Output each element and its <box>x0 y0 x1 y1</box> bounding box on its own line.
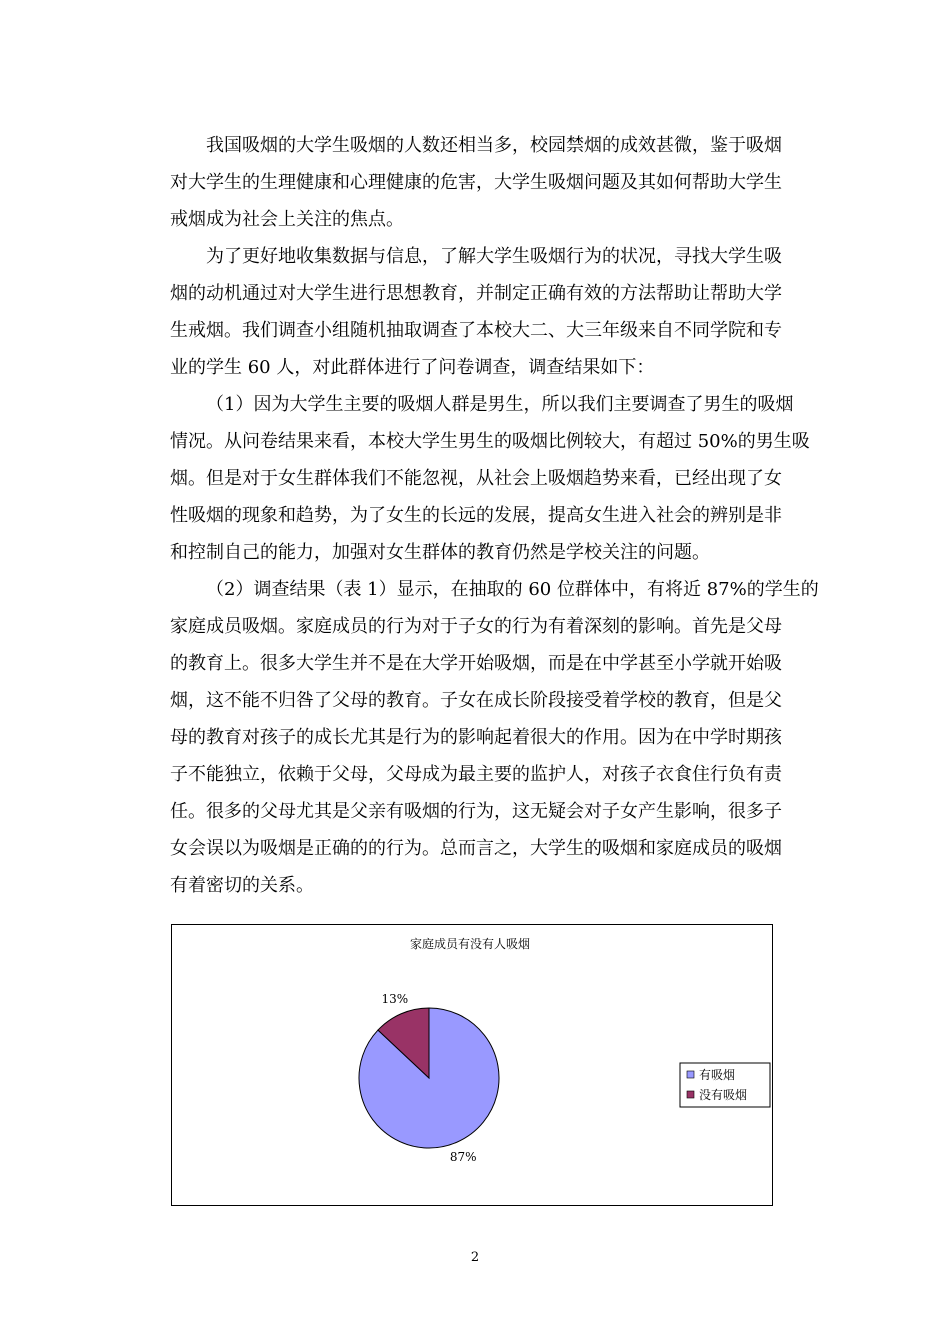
text-line: （2）调查结果（表 1）显示，在抽取的 60 位群体中，有将近 87%的学生的 <box>206 579 819 600</box>
text-line: 烟，这不能不归咎了父母的教育。子女在成长阶段接受着学校的教育，但是父 <box>170 690 782 711</box>
text-line: （1）因为大学生主要的吸烟人群是男生，所以我们主要调查了男生的吸烟 <box>206 394 794 415</box>
text-line: 女会误以为吸烟是正确的的行为。总而言之，大学生的吸烟和家庭成员的吸烟 <box>170 838 782 859</box>
paragraph-1 <box>170 127 830 238</box>
text-line: 烟的动机通过对大学生进行思想教育，并制定正确有效的方法帮助让帮助大学 <box>170 283 782 304</box>
chart-title: 家庭成员有没有人吸烟 <box>409 937 531 951</box>
text-line: 性吸烟的现象和趋势，为了女生的长远的发展，提高女生进入社会的辨别是非 <box>170 505 782 526</box>
text-line: 的教育上。很多大学生并不是在大学开始吸烟，而是在中学甚至小学就开始吸 <box>170 653 782 674</box>
pie-data-label: 13% <box>381 992 409 1007</box>
text-line: 和控制自己的能力，加强对女生群体的教育仍然是学校关注的问题。 <box>170 542 710 563</box>
legend-swatch <box>687 1091 694 1098</box>
chart-legend <box>680 1063 770 1107</box>
text-line: 生戒烟。我们调查小组随机抽取调查了本校大二、大三年级来自不同学院和专 <box>170 320 782 341</box>
paragraph-4 <box>170 571 830 904</box>
text-line: 任。很多的父母尤其是父亲有吸烟的行为，这无疑会对子女产生影响，很多子 <box>170 801 782 822</box>
pie-chart-svg <box>172 925 772 1205</box>
text-line: 业的学生 60 人，对此群体进行了问卷调查，调查结果如下： <box>170 357 655 378</box>
paragraph-2 <box>170 238 830 386</box>
text-line: 对大学生的生理健康和心理健康的危害，大学生吸烟问题及其如何帮助大学生 <box>170 172 782 193</box>
text-line: 为了更好地收集数据与信息，了解大学生吸烟行为的状况，寻找大学生吸 <box>206 246 782 267</box>
text-line: 情况。从问卷结果来看，本校大学生男生的吸烟比例较大，有超过 50%的男生吸 <box>170 431 810 452</box>
page-number: 2 <box>470 1250 480 1265</box>
text-line: 家庭成员吸烟。家庭成员的行为对于子女的行为有着深刻的影响。首先是父母 <box>170 616 782 637</box>
pie-chart <box>171 924 773 1206</box>
legend-label: 没有吸烟 <box>699 1088 748 1102</box>
text-line: 戒烟成为社会上关注的焦点。 <box>170 209 404 230</box>
legend-swatch <box>687 1071 694 1078</box>
text-line: 烟。但是对于女生群体我们不能忽视，从社会上吸烟趋势来看，已经出现了女 <box>170 468 782 489</box>
text-line: 母的教育对孩子的成长尤其是行为的影响起着很大的作用。因为在中学时期孩 <box>170 727 782 748</box>
paragraph-3 <box>170 386 830 571</box>
legend-label: 有吸烟 <box>699 1068 736 1082</box>
text-line: 有着密切的关系。 <box>170 875 314 896</box>
text-line: 我国吸烟的大学生吸烟的人数还相当多，校园禁烟的成效甚微，鉴于吸烟 <box>206 135 782 156</box>
pie-slices <box>359 1008 499 1148</box>
pie-data-label: 87% <box>449 1149 477 1164</box>
text-line: 子不能独立，依赖于父母，父母成为最主要的监护人，对孩子衣食住行负有责 <box>170 764 782 785</box>
